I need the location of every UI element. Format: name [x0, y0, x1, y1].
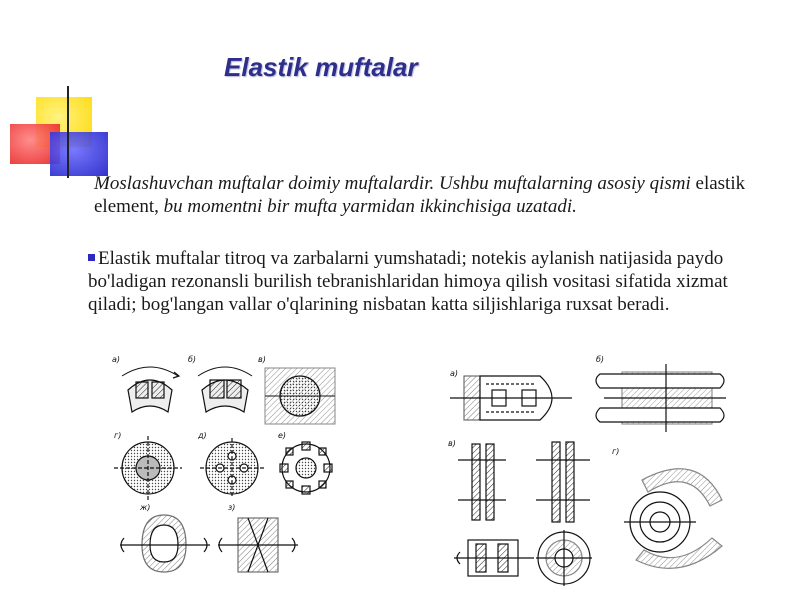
- left-label-d: д): [198, 431, 207, 440]
- coupling-d: [200, 438, 264, 498]
- coupling-g: [114, 436, 182, 500]
- left-label-g: г): [114, 431, 122, 440]
- left-coupling-figure: [100, 350, 345, 590]
- left-label-v: в): [258, 355, 266, 364]
- coupling-a: [122, 367, 179, 412]
- right-coupling-v: [458, 442, 590, 522]
- right-label-v: в): [448, 439, 456, 448]
- left-label-zh: ж): [140, 503, 151, 512]
- paragraph-intro: [94, 172, 774, 218]
- left-label-z: з): [228, 503, 236, 512]
- right-label-b: б): [596, 355, 605, 364]
- intro-part-3: bu momentni bir mufta yarmidan ikkinchisiga uzatadi.: [163, 196, 577, 217]
- coupling-b: [198, 367, 252, 412]
- bullet-text: Elastik muftalar titroq va zarbalarni yumshatadi; notekis aylanish natijasida paydo bo'ladigan rezonansli burilish tebranishlaridan himoya qilish vositasi sifatida xizmat qiladi; bog'langan vallar o'qlarining nisbatan katta siljishlariga ruxsat beradi.: [88, 248, 728, 315]
- coupling-zh: [120, 515, 210, 572]
- coupling-e: [280, 442, 332, 494]
- paragraph-bullet: [88, 247, 778, 316]
- coupling-z: [218, 518, 298, 572]
- decoration-squares: [0, 0, 760, 180]
- right-coupling-pins: [454, 540, 534, 576]
- right-coupling-figure: [440, 350, 730, 592]
- right-coupling-a: [450, 376, 572, 420]
- coupling-v: [265, 368, 335, 424]
- right-label-g: г): [612, 447, 620, 456]
- right-coupling-b: [596, 364, 726, 432]
- right-coupling-g: [624, 469, 722, 569]
- intro-part-1: Moslashuvchan muftalar doimiy muftalardir. Ushbu muftalarning asosiy qismi: [94, 173, 691, 194]
- blue-square: [50, 132, 108, 176]
- right-coupling-ring: [536, 530, 592, 586]
- right-label-a: а): [450, 369, 459, 378]
- left-label-b: б): [188, 355, 197, 364]
- left-label-e: е): [278, 431, 287, 440]
- intro-part-2: elastik element,: [94, 173, 746, 217]
- slide-title: Elastik muftalar: [224, 52, 418, 82]
- bullet-marker: [88, 254, 95, 261]
- left-label-a: а): [112, 355, 121, 364]
